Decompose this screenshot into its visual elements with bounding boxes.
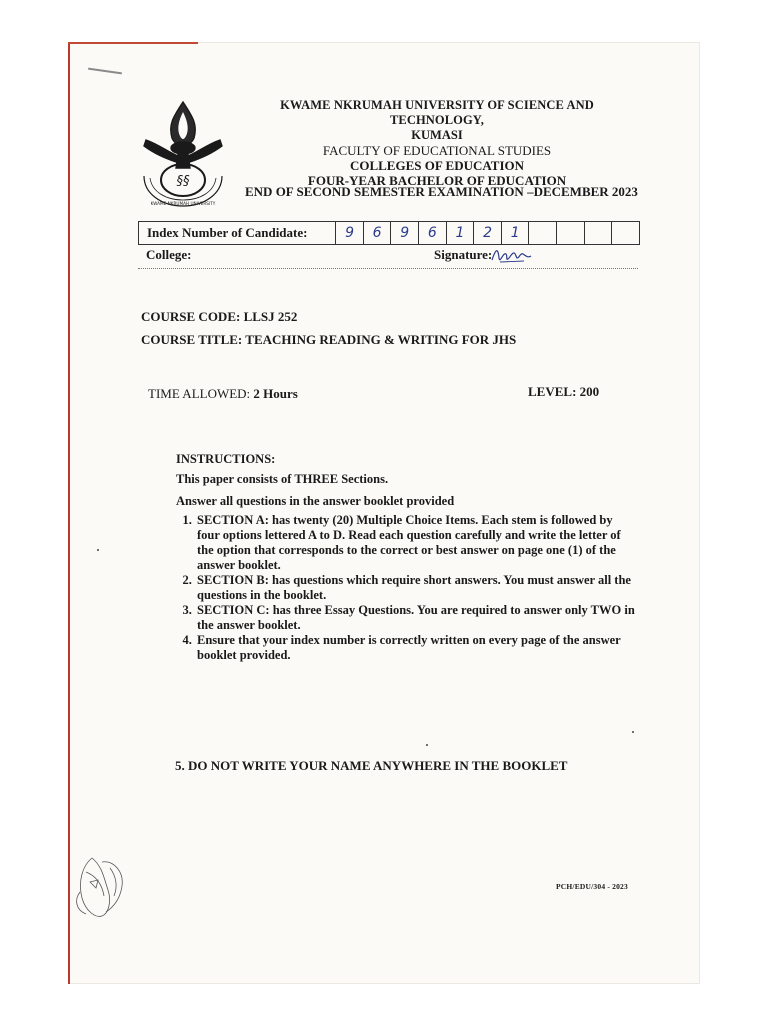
handwritten-signature	[490, 244, 532, 266]
college-signature-row	[138, 246, 638, 269]
index-digit-box[interactable]: 1	[502, 222, 530, 244]
stray-dot	[426, 744, 428, 746]
index-digit-box[interactable]: 6	[419, 222, 447, 244]
programme-name: FOUR-YEAR BACHELOR OF EDUCATION	[307, 173, 567, 188]
final-warning: 5. DO NOT WRITE YOUR NAME ANYWHERE IN THE BOOKLET	[175, 758, 568, 773]
index-digit-box[interactable]: 6	[364, 222, 392, 244]
instructions-list	[176, 513, 636, 663]
time-allowed-value: 2 Hours	[253, 386, 298, 401]
index-number-table	[138, 221, 640, 245]
university-city: KUMASI	[411, 128, 463, 142]
index-digit-box[interactable]: 9	[391, 222, 419, 244]
instruction-item: 4. Ensure that your index number is correctly written on every page of the answer booklet provided.	[195, 633, 636, 663]
time-allowed-label: TIME ALLOWED:	[148, 386, 251, 401]
college-label: College:	[146, 247, 192, 262]
pencil-doodle	[72, 852, 132, 922]
stray-dot	[97, 549, 99, 551]
paper-edge-top	[68, 42, 198, 44]
instruction-item: 3. SECTION C: has three Essay Questions. You are required to answer only TWO in the answer booklet.	[195, 603, 636, 633]
crest-motto: KWAME NKRUMAH UNIVERSITY	[150, 201, 216, 206]
instructions-title: INSTRUCTIONS:	[176, 452, 276, 466]
exam-title: END OF SECOND SEMESTER EXAMINATION –DECEMBER 2023	[245, 184, 638, 199]
index-digit-box[interactable]	[529, 222, 557, 244]
course-title: COURSE TITLE: TEACHING READING & WRITING FOR JHS	[141, 332, 517, 347]
stray-dot	[632, 731, 634, 733]
instructions-answer-line: Answer all questions in the answer booklet provided	[176, 494, 455, 508]
index-digit-box[interactable]	[557, 222, 585, 244]
course-code: COURSE CODE: LLSJ 252	[141, 309, 298, 324]
time-allowed	[148, 386, 298, 402]
paper-edge-left	[68, 42, 70, 984]
instruction-item: 2. SECTION B: has questions which require short answers. You must answer all the questions in the booklet.	[195, 573, 636, 603]
svg-text:§§: §§	[176, 174, 190, 189]
level: LEVEL: 200	[528, 384, 600, 399]
index-number-label: Index Number of Candidate:	[139, 222, 336, 244]
university-crest-logo	[138, 98, 228, 210]
index-digit-box[interactable]	[612, 222, 639, 244]
document-code: PCH/EDU/304 - 2023	[556, 882, 628, 891]
index-digit-box[interactable]: 1	[447, 222, 475, 244]
instruction-item: 1. SECTION A: has twenty (20) Multiple Choice Items. Each stem is followed by four options lettered A to D. Read each question carefully and write the letter of the option that corresponds to the correct or best answer on page one (1) of the answer booklet.	[195, 513, 636, 573]
index-digit-box[interactable]	[585, 222, 613, 244]
index-digit-box[interactable]: 9	[336, 222, 364, 244]
signature-label: Signature:	[434, 247, 493, 262]
institution-header	[232, 98, 642, 188]
instructions-sections-line: This paper consists of THREE Sections.	[176, 472, 389, 486]
university-name: KWAME NKRUMAH UNIVERSITY OF SCIENCE AND TECHNOLOGY,	[280, 98, 594, 127]
faculty-name: FACULTY OF EDUCATIONAL STUDIES	[322, 143, 552, 158]
index-digit-box[interactable]: 2	[474, 222, 502, 244]
colleges-name: COLLEGES OF EDUCATION	[349, 158, 525, 173]
instructions-block	[176, 452, 636, 663]
